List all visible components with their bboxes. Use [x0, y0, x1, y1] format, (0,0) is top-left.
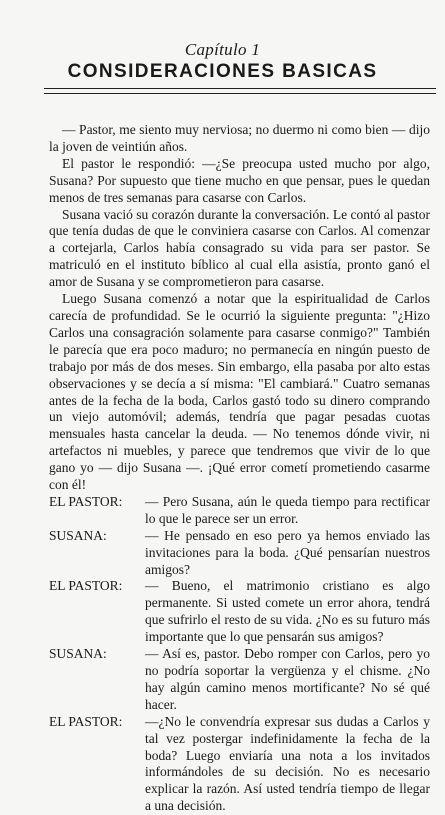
dialogue [49, 493, 430, 815]
speaker: SUSANA: [49, 527, 107, 543]
paragraph: — Pastor, me siento muy nerviosa; no duermo ni como bien — dijo la joven de veintiún años. [49, 122, 430, 154]
paragraph: El pastor le respondió: —¿Se preocupa usted mucho por algo, Susana? Por supuesto que tiene mucho en que pensar, pues le quedan menos de tres semanas para casarse con Carlos. [49, 155, 430, 205]
title-rule-top [44, 88, 436, 89]
dialogue-line [49, 527, 430, 579]
speaker: EL PASTOR: [49, 578, 123, 594]
chapter-label: Capítulo 1 [184, 40, 261, 59]
chapter-title: CONSIDERACIONES BASICAS [67, 61, 378, 82]
title-rule-bottom [44, 93, 436, 94]
speech: — Pero Susana, aún le queda tiempo para rectificar lo que le parece ser un error. [145, 493, 430, 526]
body-text [49, 122, 430, 815]
speech: — Bueno, el matrimonio cristiano es algo permanente. Si usted comete un error ahora, tendrá que sufrirlo el resto de su vida. ¿No es su futuro más importante que lo que pensarán sus amigos? [145, 578, 430, 645]
speech: —¿No le convendría expresar sus dudas a Carlos y tal vez postergar indefinidamente la fecha de la boda? Luego enviaría una nota a los invitados informándoles de su decisión. No es necesario explicar la razón. Así usted tendría tiempo de llegar a una decisión. [145, 713, 430, 814]
paragraph: Luego Susana comenzó a notar que la espiritualidad de Carlos carecía de profundidad. Se le ocurrió la siguiente pregunta: "¿Hizo Carlos una consagración solamente para casarse conmigo?" También le parecía que era poco maduro; no permanecía en ningún puesto de trabajo por más de dos meses. Sin embargo, ella pasaba por alto estas observaciones y se decía a sí misma: "El cambiará." Cuatro semanas antes de la fecha de la boda, Carlos gastó todo su dinero comprando un viejo automóvil; además, tendría que pagar pesadas cuotas mensuales hasta cancelar la deuda. — No tenemos dónde vivir, ni artefactos ni muebles, y parece que tendremos que vivir de lo que gano yo — dijo Susana —. ¡Qué error cometí prometiendo casarme con él! [49, 291, 430, 493]
speech: — Así es, pastor. Debo romper con Carlos, pero yo no podría soportar la vergüenza y el chisme. ¿No hay algún camino menos mortificante? No sé qué hacer. [145, 646, 430, 712]
dialogue-line [49, 578, 430, 646]
speaker: EL PASTOR: [49, 493, 123, 509]
dialogue-line [49, 646, 430, 714]
speaker: SUSANA: [49, 646, 107, 662]
dialogue-line [49, 713, 430, 815]
speech: — He pensado en eso pero ya hemos enviado las invitaciones para la boda. ¿Qué pensarían nuestros amigos? [145, 527, 430, 577]
paragraph: Susana vació su corazón durante la conversación. Le contó al pastor que tenía dudas de que le conviniera casarse con Carlos. Al comenzar a cortejarla, Carlos había consagrado su vida para ser pastor. Se matriculó en el instituto bíblico al cual ella asistía, pronto ganó el amor de Susana y se comprometieron para casarse. [49, 206, 430, 290]
speaker: EL PASTOR: [49, 713, 123, 729]
dialogue-line [49, 493, 430, 528]
